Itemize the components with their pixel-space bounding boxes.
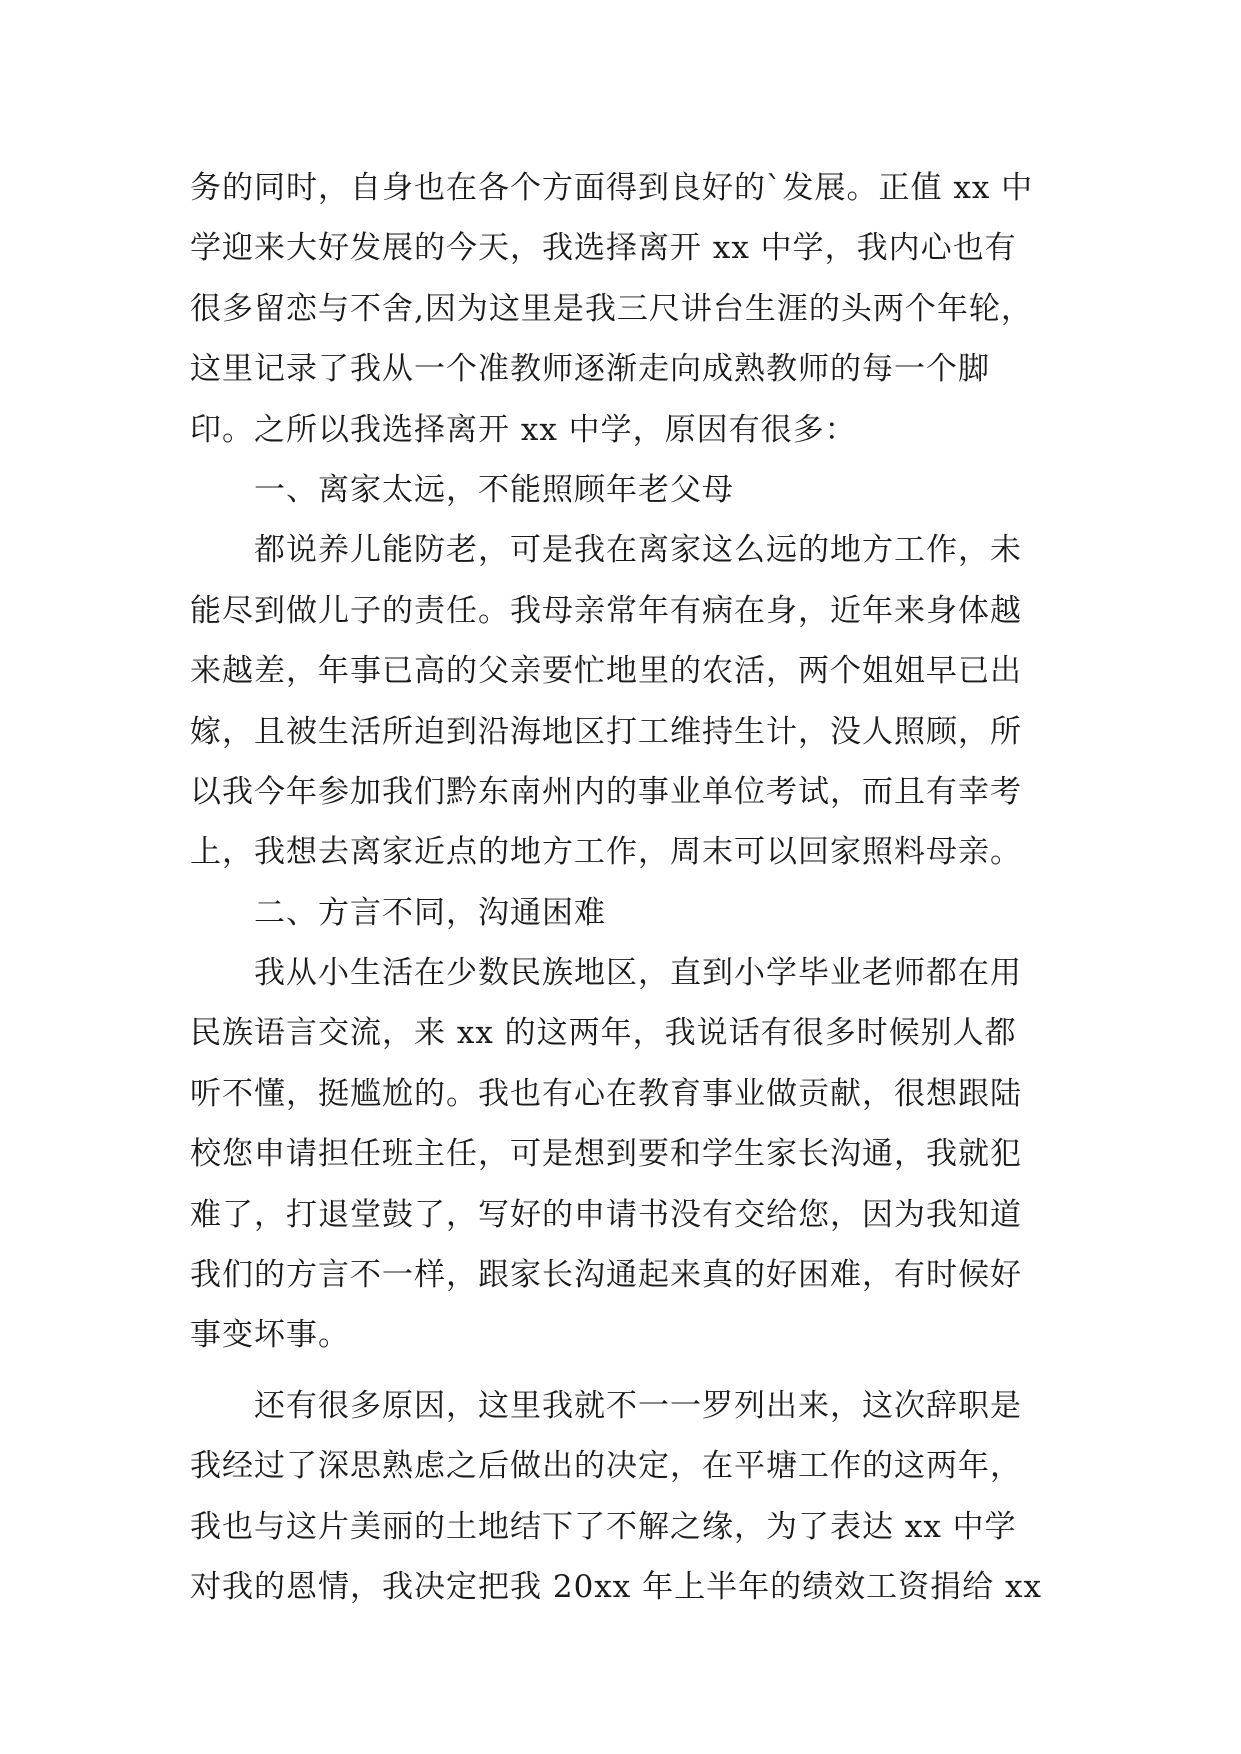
text-line: 校您申请担任班主任，可是想到要和学生家长沟通，我就犯	[190, 1136, 1022, 1173]
text-line: 学迎来大好发展的今天，我选择离开 xx 中学，我内心也有	[190, 230, 1017, 267]
text-line: 印。之所以我选择离开 xx 中学，原因有很多：	[190, 411, 857, 448]
text-line: 二、方言不同，沟通困难	[254, 894, 606, 931]
text-line: 我们的方言不一样，跟家长沟通起来真的好困难，有时候好	[190, 1257, 1022, 1294]
text-line: 我也与这片美丽的土地结下了不解之缘，为了表达 xx 中学	[190, 1508, 1017, 1545]
document-body	[190, 158, 1070, 1617]
text-line: 听不懂，挺尴尬的。我也有心在教育事业做贡献，很想跟陆	[190, 1075, 1022, 1112]
paragraph-gap	[190, 1366, 1070, 1376]
text-line: 嫁，且被生活所迫到沿海地区打工维持生计，没人照顾，所	[190, 713, 1022, 750]
text-line: 一、离家太远，不能照顾年老父母	[254, 471, 734, 508]
text-line: 这里记录了我从一个准教师逐渐走向成熟教师的每一个脚	[190, 351, 990, 388]
text-line: 务的同时，自身也在各个方面得到良好的`发展。正值 xx 中	[190, 170, 1034, 206]
text-line: 我从小生活在少数民族地区，直到小学毕业老师都在用	[254, 955, 1022, 992]
text-line: 来越差，年事已高的父亲要忙地里的农活，两个姐姐早已出	[190, 653, 1022, 690]
text-line: 民族语言交流，来 xx 的这两年，我说话有很多时候别人都	[190, 1015, 1017, 1052]
text-line: 还有很多原因，这里我就不一一罗列出来，这次辞职是	[254, 1387, 1022, 1424]
text-line: 以我今年参加我们黔东南州内的事业单位考试，而且有幸考	[190, 773, 1022, 810]
text-line: 事变坏事。	[190, 1317, 350, 1354]
text-line: 我经过了深思熟虑之后做出的决定，在平塘工作的这两年，	[190, 1448, 1022, 1485]
text-line: 难了，打退堂鼓了，写好的申请书没有交给您，因为我知道	[190, 1196, 1022, 1233]
text-line: 对我的恩情，我决定把我 20xx 年上半年的绩效工资捐给 xx	[190, 1568, 1042, 1605]
text-line: 上，我想去离家近点的地方工作，周末可以回家照料母亲。	[190, 834, 1022, 871]
text-line: 能尽到做儿子的责任。我母亲常年有病在身，近年来身体越	[190, 592, 1022, 629]
text-line: 很多留恋与不舍,因为这里是我三尺讲台生涯的头两个年轮，	[190, 290, 1033, 327]
text-line: 都说养儿能防老，可是我在离家这么远的地方工作，未	[254, 532, 1022, 569]
